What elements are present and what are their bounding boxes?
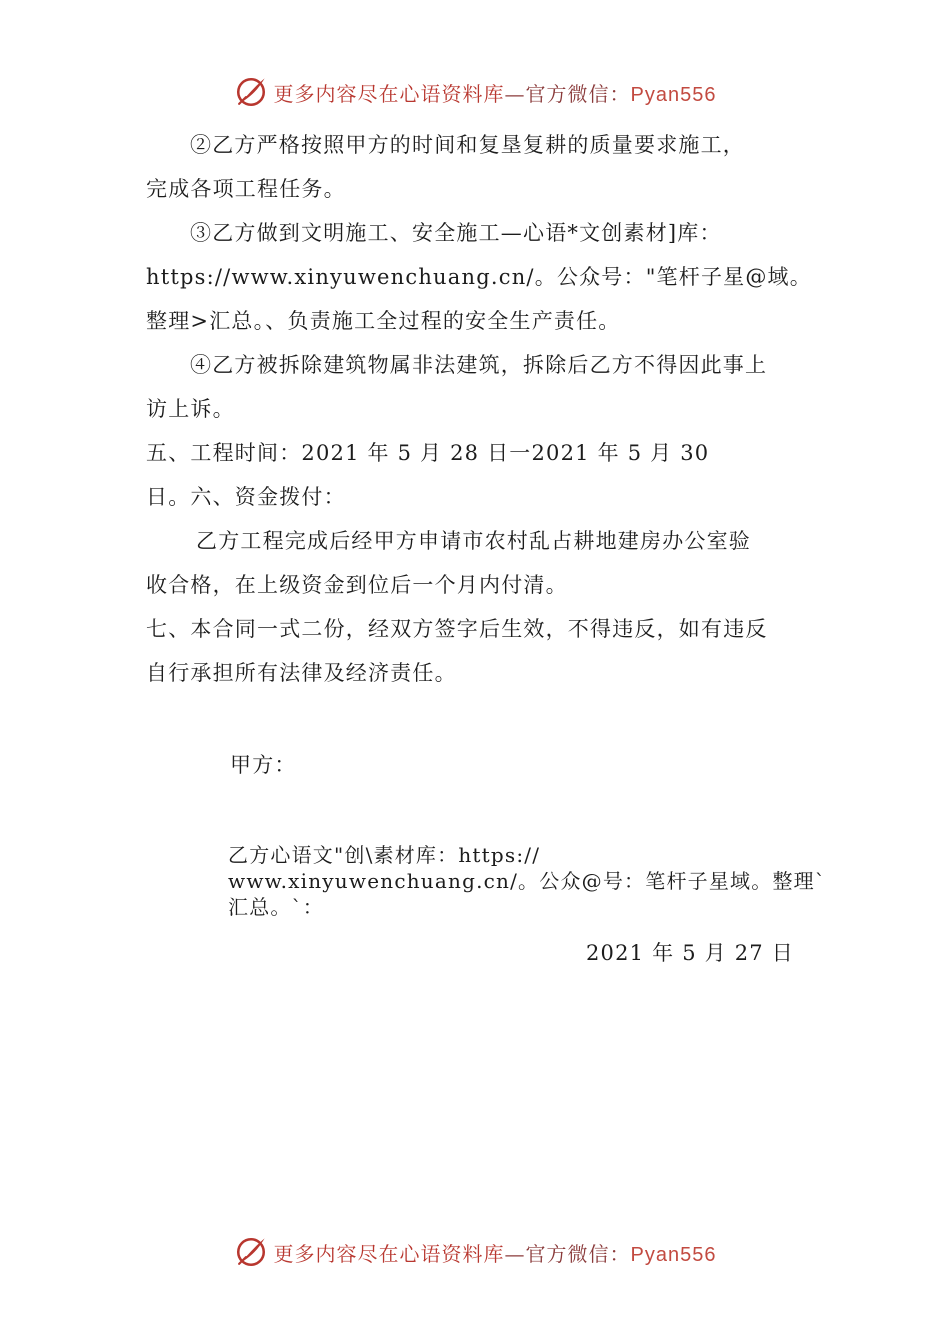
clause-3-line-1: ③乙方做到文明施工、安全施工—心语*文创素材]库： [190,221,722,245]
banner-main: 更多内容尽在心语资料库 [273,81,505,106]
banner-rest: 官方微信： [525,81,631,106]
clause-2-line-1: ②乙方严格按照甲方的时间和复垦复耕的质量要求施工， [190,133,745,157]
banner-dash: — [504,81,526,106]
clause-4-line-2: 访上诉。 [146,397,235,421]
quill-logo-icon [234,1235,268,1269]
clause-3-line-3: 整理>汇总。、负责施工全过程的安全生产责任。 [146,309,621,333]
banner-account: Pyan556 [630,1243,717,1266]
party-b-line-2: www.xinyuwenchuang.cn/。公众@号：笔杆子星域。整理` [228,869,827,893]
footer-banner [0,1230,950,1274]
section-6-line-1: 乙方工程完成后经甲方申请市农村乱占耕地建房办公室验 [196,529,751,553]
banner-dash: — [504,1241,526,1266]
clause-3-line-2: https://www.xinyuwenchuang.cn/。公众号："笔杆子星@域。 [146,265,812,289]
section-6-line-2: 收合格，在上级资金到位后一个月内付清。 [146,573,568,597]
section-5-line-1: 五、工程时间：2021 年 5 月 28 日一2021 年 5 月 30 [146,441,710,465]
banner-rest: 官方微信： [525,1241,631,1266]
banner-text [274,1238,717,1267]
clause-2-line-2: 完成各项工程任务。 [146,177,346,201]
party-b-line-3: 汇总。`： [228,895,324,919]
banner-account: Pyan556 [630,83,717,106]
section-5-line-2: 日。六、资金拨付： [146,485,346,509]
signing-date: 2021 年 5 月 27 日 [586,941,794,965]
section-7-line-2: 自行承担所有法律及经济责任。 [146,661,457,685]
party-a-label: 甲方： [230,753,297,777]
banner-main: 更多内容尽在心语资料库 [273,1241,505,1266]
section-7-line-1: 七、本合同一式二份，经双方签字后生效，不得违反，如有违反 [146,617,768,641]
party-b-line-1: 乙方心语文"创\素材库：https:// [228,843,541,867]
clause-4-line-1: ④乙方被拆除建筑物属非法建筑，拆除后乙方不得因此事上 [190,353,768,377]
